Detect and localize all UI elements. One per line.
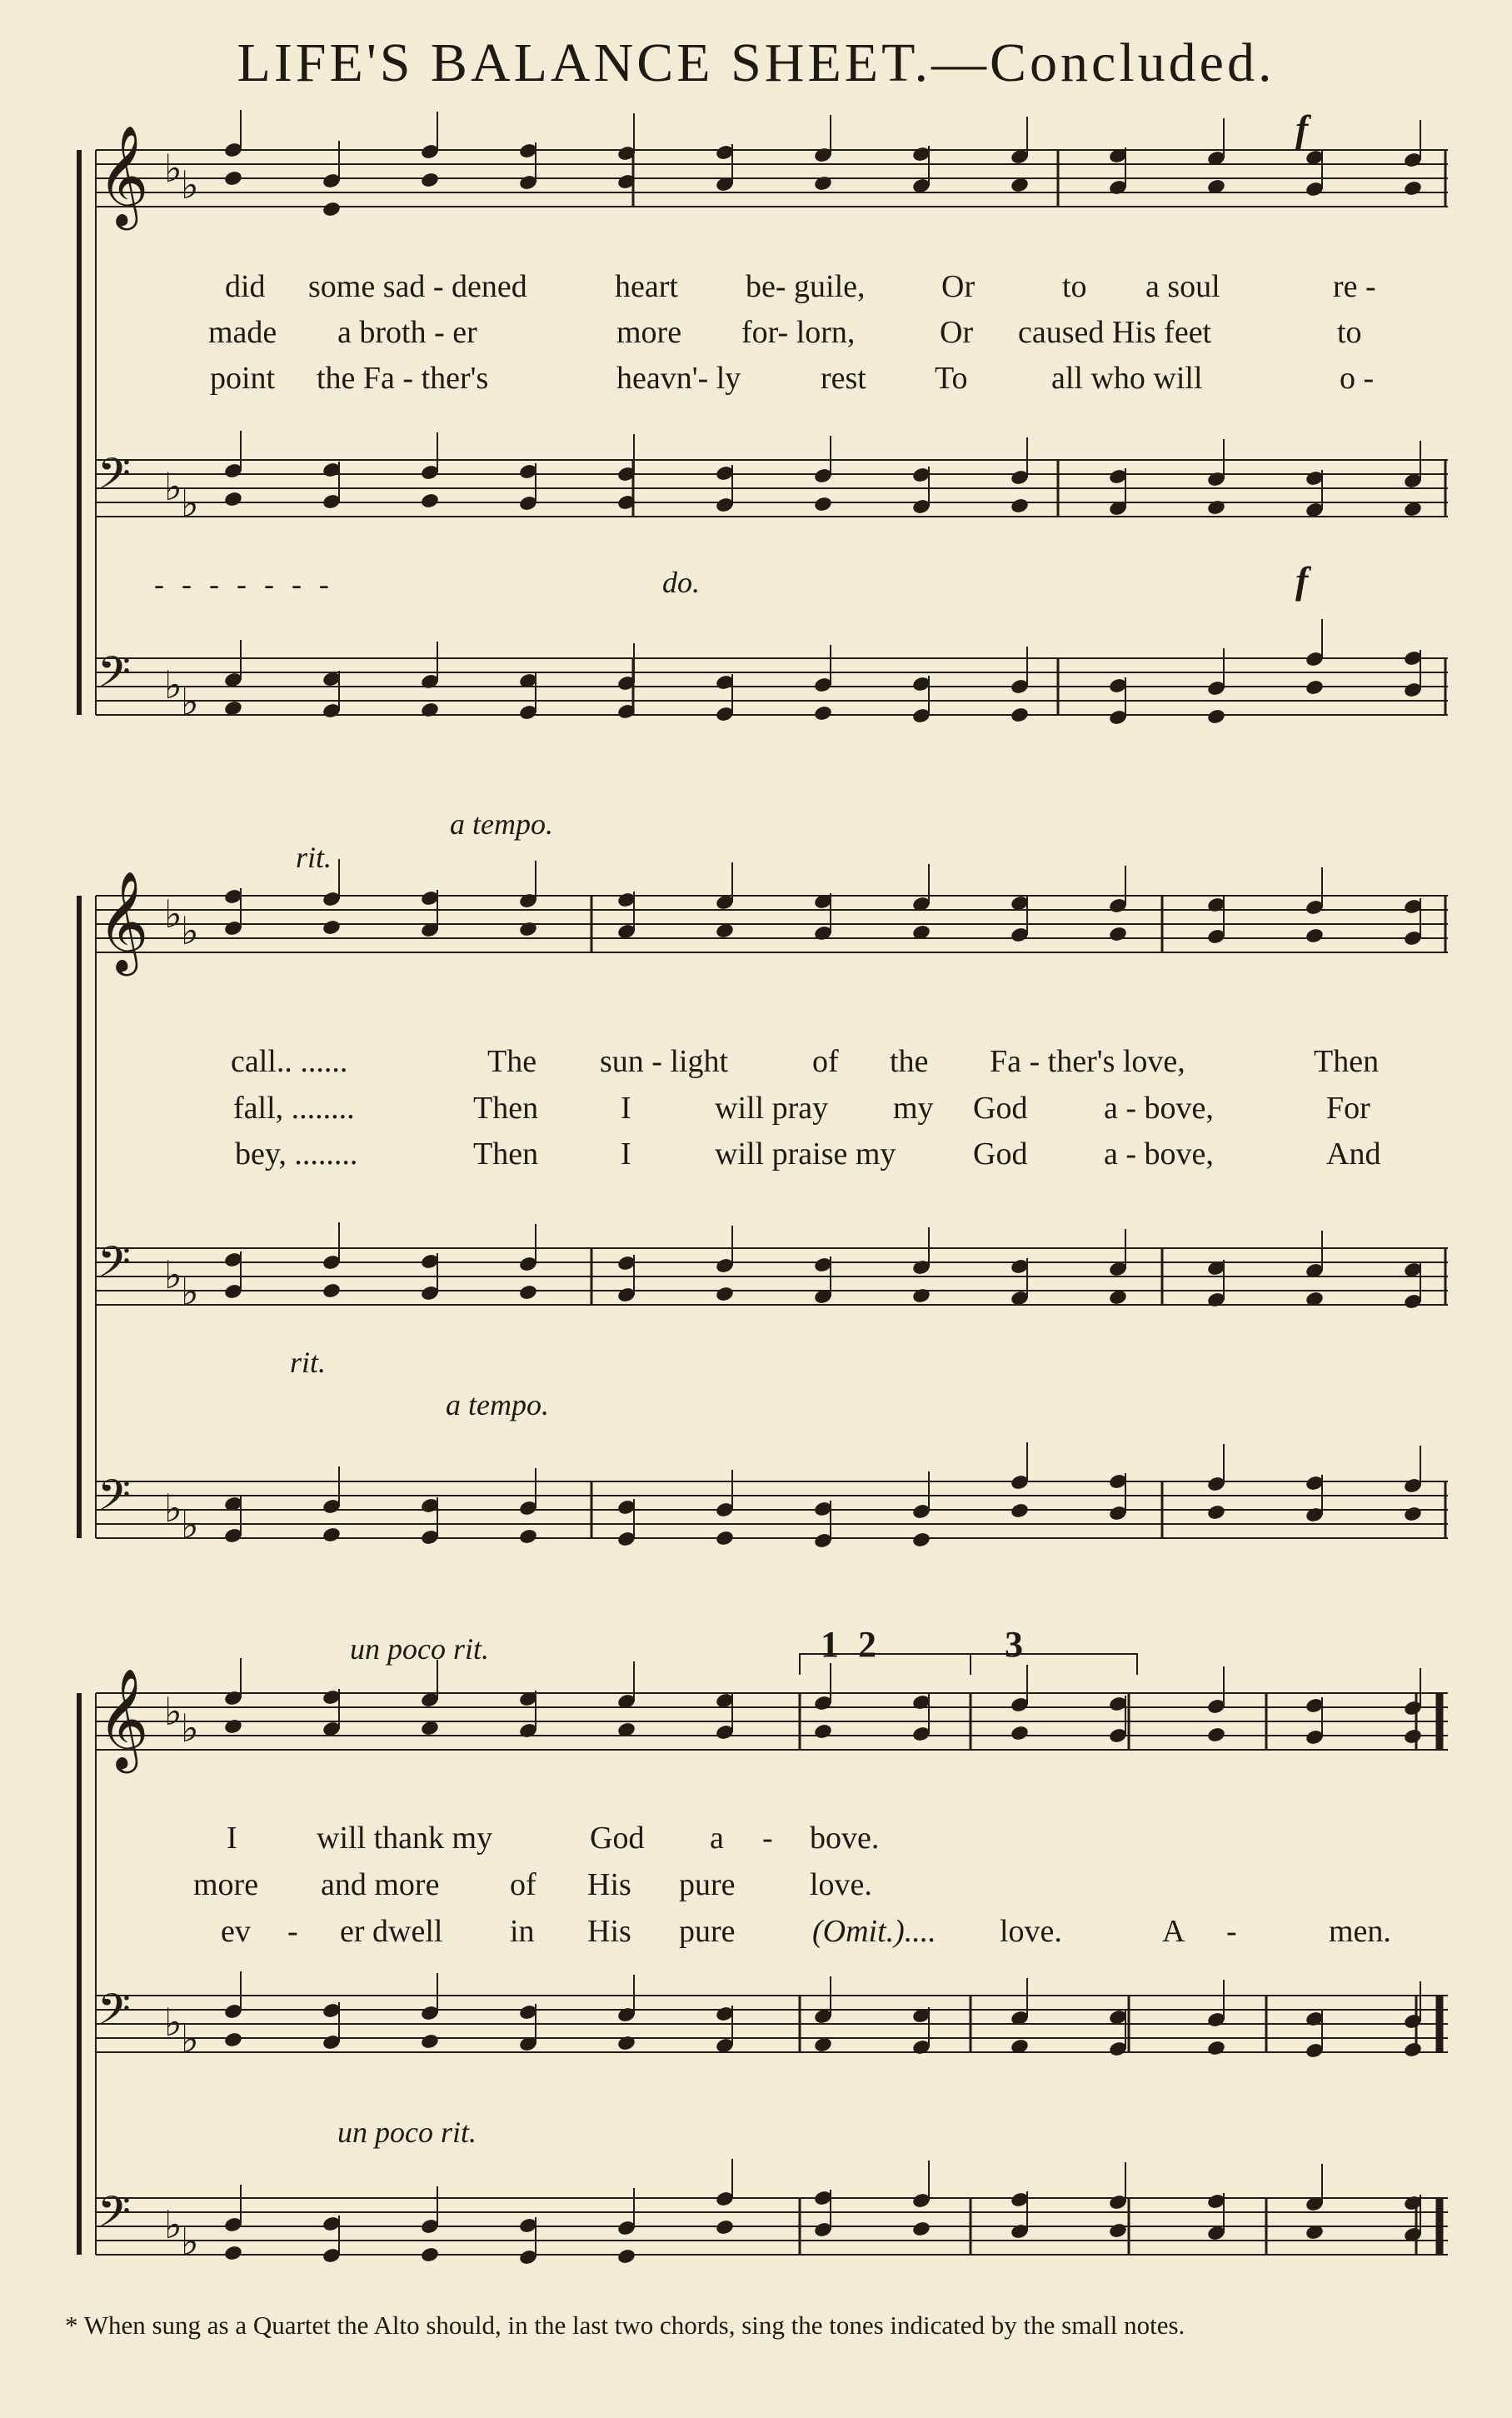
lyric: The [487, 1044, 537, 1079]
lyric: Then [473, 1137, 539, 1172]
ditto-mark: do. [662, 566, 700, 599]
bass-clef: 𝄢 [97, 2186, 131, 2247]
lyric: bove. [810, 1821, 880, 1856]
flat-sign: ♭ [164, 662, 182, 707]
bass-clef: 𝄢 [97, 1236, 131, 1297]
lyric: made [208, 315, 277, 350]
bass-clef: 𝄢 [97, 1984, 131, 2045]
footnote: * When sung as a Quartet the Alto should, in the last two chords, sing the tones indicated by the small notes. [65, 2311, 1185, 2340]
lyric: more [193, 1867, 259, 1902]
note-head [322, 201, 342, 218]
lyric: Or [940, 315, 974, 350]
bass-clef: 𝄢 [97, 448, 131, 509]
continuation-dashes: - - - - - - - [154, 567, 334, 601]
lyric: a soul [1145, 269, 1220, 304]
note-head [1108, 926, 1128, 943]
lyric: God [590, 1821, 645, 1856]
lyric: His [587, 1867, 631, 1902]
note-head [518, 1284, 538, 1301]
note-head [1206, 708, 1226, 726]
lyric: er dwell [340, 1914, 443, 1949]
lyric: love. [810, 1867, 872, 1902]
note-head [1403, 1728, 1423, 1746]
note-head [1010, 707, 1030, 724]
lyric: point [210, 361, 276, 396]
lyric: for- lorn, [741, 315, 856, 350]
lyric: o - [1340, 361, 1375, 396]
lyric: of [510, 1867, 536, 1902]
lyric: will thank my [317, 1821, 493, 1856]
lyric: sun - light [600, 1044, 729, 1079]
forte-mark: f [1295, 559, 1309, 602]
lyric: (Omit.).... [812, 1914, 936, 1949]
note-head [1206, 499, 1226, 517]
lyric: love. [1000, 1914, 1062, 1949]
note-head [420, 2033, 440, 2051]
treble-clef: 𝄞 [97, 124, 149, 226]
a-tempo-mark: a tempo. [446, 1388, 549, 1421]
lyric: my [893, 1091, 934, 1126]
lyric: For [1326, 1091, 1370, 1126]
lyric: To [935, 361, 968, 396]
lyric: fall, ........ [233, 1091, 355, 1126]
lyric: God [973, 1137, 1028, 1172]
lyric: in [510, 1914, 535, 1949]
un-poco-rit-mark: un poco rit. [337, 2116, 477, 2149]
lyric: did [225, 269, 266, 304]
treble-clef: 𝄞 [97, 1667, 149, 1769]
note-head [518, 921, 538, 938]
flat-sign: ♭ [164, 892, 182, 937]
volta-1-number: 1 [821, 1624, 839, 1665]
treble-clef: 𝄞 [97, 870, 149, 972]
volta-bracket [971, 1654, 1137, 1675]
note-head [1403, 2041, 1423, 2059]
lyric: to [1062, 269, 1087, 304]
flat-sign: ♭ [181, 481, 199, 526]
note-head [813, 175, 833, 192]
lyric: Or [941, 269, 976, 304]
note-head [715, 1530, 735, 1547]
lyric: bey, ........ [235, 1137, 358, 1172]
note-head [322, 1282, 342, 1300]
note-head [1010, 1502, 1030, 1520]
note-head [1403, 1506, 1423, 1523]
note-head [223, 2031, 243, 2049]
lyric: And [1326, 1137, 1381, 1172]
lyric: a broth - er [337, 315, 477, 350]
un-poco-rit-mark: un poco rit. [350, 1632, 489, 1666]
note-head [1206, 1504, 1226, 1521]
bass-clef: 𝄢 [97, 1470, 131, 1531]
lyric: I [621, 1091, 631, 1126]
note-head [518, 1528, 538, 1546]
note-head [420, 2246, 440, 2264]
note-head [1305, 927, 1325, 945]
lyric: more [616, 315, 682, 350]
flat-sign: ♭ [181, 908, 199, 953]
flat-sign: ♭ [181, 1269, 199, 1314]
lyric: - [1226, 1914, 1237, 1949]
flat-sign: ♭ [181, 1502, 199, 1547]
note-head [911, 2221, 931, 2238]
note-head [420, 172, 440, 189]
rit-mark: rit. [290, 1346, 327, 1379]
flat-sign: ♭ [181, 2016, 199, 2061]
note-head [813, 496, 833, 513]
lyric: a [710, 1821, 724, 1856]
lyric: and more [321, 1867, 440, 1902]
note-head [1108, 2222, 1128, 2240]
lyric: heart [615, 269, 678, 304]
lyric: the [890, 1044, 929, 1079]
lyric: caused His feet [1018, 315, 1212, 350]
lyric: I [227, 1821, 237, 1856]
note-head [813, 1723, 833, 1741]
lyric: - [762, 1821, 773, 1856]
lyric: His [587, 1914, 631, 1949]
flat-sign: ♭ [164, 2000, 182, 2045]
note-head [715, 1286, 735, 1303]
note-head [223, 170, 243, 187]
lyric: ev [221, 1914, 251, 1949]
flat-sign: ♭ [164, 1252, 182, 1297]
flat-sign: ♭ [181, 679, 199, 724]
note-head [322, 1526, 342, 1544]
lyric: to [1337, 315, 1362, 350]
note-head [616, 2248, 636, 2266]
a-tempo-mark: a tempo. [450, 807, 553, 841]
lyric: A [1162, 1914, 1185, 1949]
note-head [223, 1718, 243, 1736]
flat-sign: ♭ [181, 2219, 199, 2264]
note-head [322, 919, 342, 937]
lyric: a - bove, [1104, 1137, 1214, 1172]
note-head [1206, 2040, 1226, 2057]
lyric: a - bove, [1104, 1091, 1214, 1126]
note-head [911, 1531, 931, 1549]
lyric: re - [1333, 269, 1376, 304]
lyric: Then [473, 1091, 539, 1126]
flat-sign: ♭ [164, 1689, 182, 1734]
note-head [223, 2245, 243, 2262]
note-head [715, 2219, 735, 2236]
flat-sign: ♭ [164, 2202, 182, 2247]
lyric: I [621, 1137, 631, 1172]
lyric: will pray [715, 1091, 829, 1126]
flat-sign: ♭ [164, 146, 182, 191]
lyric: will praise my [715, 1137, 896, 1172]
lyric: some sad - dened [308, 269, 527, 304]
forte-mark: f [1295, 107, 1309, 150]
note-head [420, 492, 440, 510]
rit-mark: rit. [296, 841, 332, 874]
flat-sign: ♭ [181, 1706, 199, 1751]
note-head [911, 1287, 931, 1305]
lyric: Fa - ther's love, [990, 1044, 1185, 1079]
lyric: heavn'- ly [616, 361, 741, 396]
lyric: - [287, 1914, 298, 1949]
volta-2-number: 2 [858, 1624, 876, 1665]
flat-sign: ♭ [164, 1486, 182, 1531]
page-title: LIFE'S BALANCE SHEET.—Concluded. [237, 32, 1275, 93]
lyric: pure [679, 1914, 736, 1949]
note-head [1010, 497, 1030, 515]
lyric: Then [1314, 1044, 1380, 1079]
bass-clef: 𝄢 [97, 647, 131, 707]
lyric: men. [1329, 1914, 1391, 1949]
lyric: call.. ...... [231, 1044, 348, 1079]
note-head [1403, 180, 1423, 197]
note-head [420, 702, 440, 719]
lyric: the Fa - ther's [317, 361, 489, 396]
note-head [616, 2035, 636, 2052]
lyric: God [973, 1091, 1028, 1126]
lyric: of [812, 1044, 839, 1079]
lyric: pure [679, 1867, 736, 1902]
flat-sign: ♭ [181, 162, 199, 207]
lyric: be- guile, [746, 269, 866, 304]
volta-3-number: 3 [1005, 1624, 1023, 1665]
note-head [813, 705, 833, 722]
note-head [1206, 1726, 1226, 1744]
lyric: all who will [1051, 361, 1203, 396]
note-head [1010, 1725, 1030, 1742]
note-head [1305, 679, 1325, 697]
flat-sign: ♭ [164, 464, 182, 509]
note-head [223, 491, 243, 508]
lyric: rest [821, 361, 866, 396]
